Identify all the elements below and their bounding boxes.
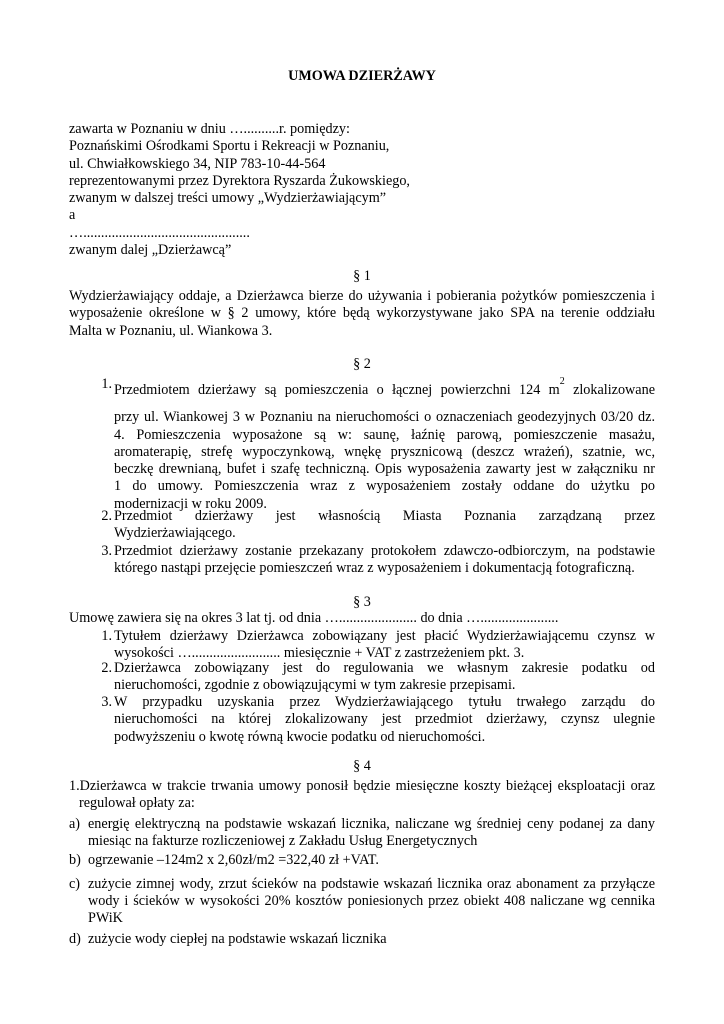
text-line: wysokości …......................... miesięcznie + VAT z zastrzeżeniem pkt. 3. — [114, 645, 525, 662]
text-line: wyposażenie określone w § 2 umowy, które będą wykorzystywane jako SPA na terenie oddziału — [69, 305, 655, 322]
text-line: Malta w Poznaniu, ul. Wiankowa 3. — [69, 322, 273, 339]
list-label: a) — [69, 816, 81, 832]
text-line: nieruchomości, zgodnie z obowiązującymi w tym zakresie przepisami. — [114, 677, 516, 694]
section-1-text — [69, 288, 655, 340]
text-line: zużycie wody ciepłej na podstawie wskazań licznika — [88, 931, 387, 947]
document-title: UMOWA DZIERŻAWY — [288, 68, 436, 84]
text-line: Przedmiot dzierżawy zostanie przekazany protokołem zdawczo-odbiorczym, na podstawie — [114, 543, 655, 559]
text-line: Wydzierżawiającego. — [114, 525, 236, 542]
text-line: Dzierżawca zobowiązany jest do regulowania we własnym zakresie podatku od — [114, 660, 655, 676]
list-label: b) — [69, 852, 81, 868]
section-1-heading: § 1 — [353, 268, 371, 284]
party-line: Poznańskimi Ośrodkami Sportu i Rekreacji w Poznaniu, — [69, 138, 390, 155]
superscript: 2 — [559, 376, 565, 387]
party-line: ul. Chwiałkowskiego 34, NIP 783-10-44-564 — [69, 155, 326, 172]
text-line: PWiK — [88, 910, 123, 927]
item-number: 1. — [101, 376, 112, 392]
item-number: 1. — [101, 628, 112, 644]
text-line: Tytułem dzierżawy Dzierżawca zobowiązany jest płacić Wydzierżawiającemu czynsz w — [114, 628, 655, 644]
section-3-intro: Umowę zawiera się na okres 3 lat tj. od dnia …...................... do dnia …...................... — [69, 610, 559, 626]
party-line: zwanym dalej „Dzierżawcą” — [69, 242, 232, 259]
list-label: c) — [69, 876, 81, 892]
item-number: 3. — [101, 694, 112, 710]
text-line: miesiąc na fakturze rozliczeniowej z Zakładu Usług Energetycznych — [88, 833, 478, 849]
text-line: nieruchomości na której zlokalizowany jest przedmiot dzierżawy, czynsz ulegnie — [114, 711, 655, 728]
item-number: 2. — [101, 508, 112, 524]
text-line: Przedmiotem dzierżawy są pomieszczenia o łącznej powierzchni 124 $m^2$ zlokalizowane — [114, 376, 655, 398]
text-line: podwyższeniu o kwotę równą kwocie podatku od nieruchomości. — [114, 728, 486, 745]
text-line: ogrzewanie –124m2 x 2,60zł/m2 =322,40 zł +VAT. — [88, 852, 379, 868]
text-line: wody i ścieków w wysokości 20% kosztów poniesionych przez obiekt 408 naliczane wg cennika — [88, 893, 655, 909]
text-line: 1 do umowy. Pomieszczenia wraz z wyposażeniem zostały oddane do użytku po — [114, 478, 655, 495]
text-line: którego nastąpi przejęcie pomieszczeń wraz z wyposażeniem i dokumentacją fotograficzną. — [114, 560, 635, 577]
text-line: zużycie zimnej wody, zrzut ścieków na podstawie wskazań licznika oraz abonament za przyłącze — [88, 876, 655, 892]
section-3-heading: § 3 — [353, 594, 371, 610]
text-line: energię elektryczną na podstawie wskazań licznika, naliczane wg średniej ceny podanej za dany — [88, 816, 655, 832]
text-line: Wydzierżawiający oddaje, a Dzierżawca bierze do używania i pobierania pożytków pomieszczenia i — [69, 288, 655, 304]
text-line: 4. Pomieszczenia wyposażone są w: saunę, łaźnię parową, pomieszczenie masażu, — [114, 426, 655, 443]
text-line: aromaterapię, strefę wypoczynkową, wnękę prysznicową (deszcz wrażeń), szatnie, wc, — [114, 443, 655, 460]
section-4-heading: § 4 — [353, 758, 371, 774]
text-line: regulował opłaty za: — [79, 795, 195, 812]
section-4-intro — [69, 778, 655, 813]
text-line: modernizacji w roku 2009. — [114, 495, 267, 512]
text-line: beczkę drewnianą, bufet i szafę techniczną. Opis wyposażenia zawarty jest w załączniku nr — [114, 461, 655, 478]
party-line: …............................................... — [69, 224, 250, 241]
party-line: zawarta w Poznaniu w dniu …..........r. pomiędzy: — [69, 121, 350, 137]
party-line: zwanym w dalszej treści umowy „Wydzierżawiającym” — [69, 190, 387, 207]
text-line: 1.Dzierżawca w trakcie trwania umowy ponosił będzie miesięczne koszty bieżącej eksploatacji oraz — [69, 778, 655, 794]
party-line: reprezentowanymi przez Dyrektora Ryszarda Żukowskiego, — [69, 172, 410, 189]
parties-block — [69, 121, 410, 259]
section-2-heading: § 2 — [353, 356, 371, 372]
text-line: W przypadku uzyskania przez Wydzierżawiającego tytułu trwałego zarządu do — [114, 694, 655, 710]
party-line: a — [69, 207, 76, 224]
item-number: 3. — [101, 543, 112, 559]
text-line: Przedmiot dzierżawy jest własnością Miasta Poznania zarządzaną przez — [114, 508, 655, 524]
text-line: przy ul. Wiankowej 3 w Poznaniu na nieruchomości o oznaczeniach geodezyjnych 03/20 dz. — [114, 409, 655, 426]
item-number: 2. — [101, 660, 112, 676]
list-label: d) — [69, 931, 81, 947]
